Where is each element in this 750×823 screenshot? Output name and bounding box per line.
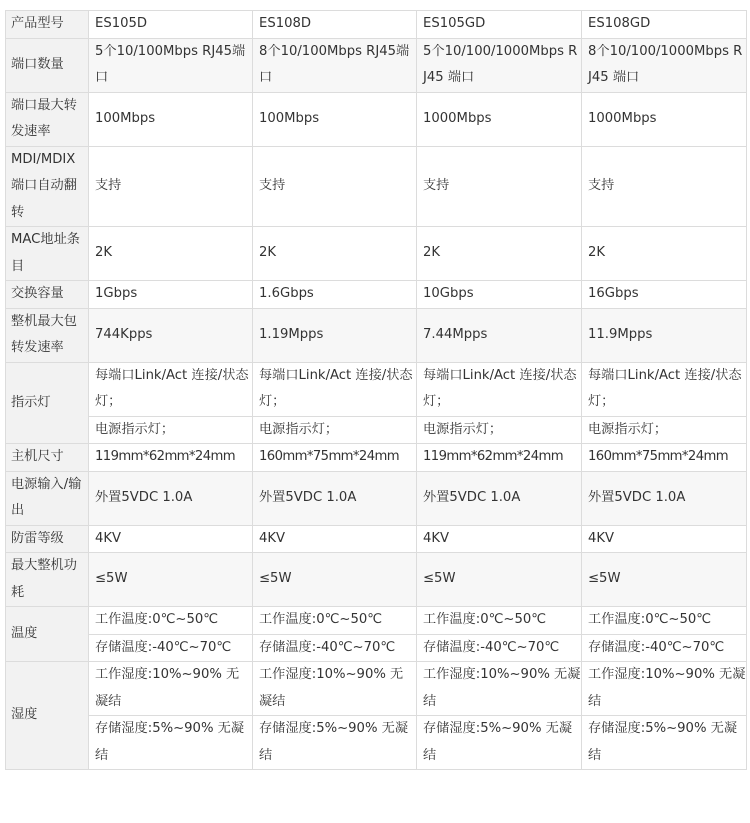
model-es105d: ES105D <box>89 11 253 39</box>
table-cell: 1.6Gbps <box>253 281 417 309</box>
table-cell: 支持 <box>253 146 417 227</box>
table-cell: 工作湿度:10%~90% 无凝结 <box>417 662 582 716</box>
table-cell: 8个10/100/1000Mbps RJ45 端口 <box>582 38 747 92</box>
table-cell: 每端口Link/Act 连接/状态灯； <box>582 362 747 416</box>
table-row <box>6 362 747 416</box>
table-cell: 10Gbps <box>417 281 582 309</box>
table-cell: 支持 <box>89 146 253 227</box>
table-row <box>6 607 747 635</box>
table-cell: 100Mbps <box>89 92 253 146</box>
model-es105gd: ES105GD <box>417 11 582 39</box>
row-label: 指示灯 <box>6 362 89 444</box>
table-row <box>6 716 747 770</box>
table-cell: 16Gbps <box>582 281 747 309</box>
table-row <box>6 553 747 607</box>
table-cell: 存储温度:-40℃~70℃ <box>89 634 253 662</box>
table-row <box>6 281 747 309</box>
table-cell: 11.9Mpps <box>582 308 747 362</box>
table-row <box>6 416 747 444</box>
table-cell: 119mm*62mm*24mm <box>89 444 253 472</box>
table-cell: 2K <box>89 227 253 281</box>
table-cell: 支持 <box>582 146 747 227</box>
table-cell: 1.19Mpps <box>253 308 417 362</box>
table-cell: 2K <box>582 227 747 281</box>
table-cell: 5个10/100/1000Mbps RJ45 端口 <box>417 38 582 92</box>
table-cell: 工作湿度:10%~90% 无凝结 <box>582 662 747 716</box>
table-cell: 每端口Link/Act 连接/状态灯； <box>89 362 253 416</box>
model-es108gd: ES108GD <box>582 11 747 39</box>
row-label: 防雷等级 <box>6 525 89 553</box>
table-row <box>6 525 747 553</box>
table-cell: 工作温度:0℃~50℃ <box>253 607 417 635</box>
row-label: 整机最大包转发速率 <box>6 308 89 362</box>
table-cell: 744Kpps <box>89 308 253 362</box>
table-cell: 电源指示灯； <box>582 416 747 444</box>
table-cell: 160mm*75mm*24mm <box>253 444 417 472</box>
row-label: 交换容量 <box>6 281 89 309</box>
row-label: 最大整机功耗 <box>6 553 89 607</box>
table-cell: 外置5VDC 1.0A <box>89 471 253 525</box>
row-label: MAC地址条目 <box>6 227 89 281</box>
table-cell: 每端口Link/Act 连接/状态灯； <box>417 362 582 416</box>
table-row <box>6 662 747 716</box>
table-cell: ≤5W <box>582 553 747 607</box>
table-cell: 5个10/100Mbps RJ45端口 <box>89 38 253 92</box>
table-cell: 8个10/100Mbps RJ45端口 <box>253 38 417 92</box>
table-cell: 存储湿度:5%~90% 无凝结 <box>582 716 747 770</box>
table-cell: 电源指示灯； <box>253 416 417 444</box>
table-row <box>6 308 747 362</box>
table-row <box>6 38 747 92</box>
row-label: 湿度 <box>6 662 89 770</box>
table-cell: 存储温度:-40℃~70℃ <box>582 634 747 662</box>
table-cell: 1Gbps <box>89 281 253 309</box>
table-cell: 4KV <box>582 525 747 553</box>
table-cell: 外置5VDC 1.0A <box>253 471 417 525</box>
table-cell: 支持 <box>417 146 582 227</box>
header-row <box>6 11 747 39</box>
model-es108d: ES108D <box>253 11 417 39</box>
table-cell: 工作温度:0℃~50℃ <box>417 607 582 635</box>
table-cell: 外置5VDC 1.0A <box>582 471 747 525</box>
table-cell: 每端口Link/Act 连接/状态灯； <box>253 362 417 416</box>
row-label: 主机尺寸 <box>6 444 89 472</box>
table-cell: 4KV <box>417 525 582 553</box>
table-cell: 存储湿度:5%~90% 无凝结 <box>89 716 253 770</box>
table-cell: 工作温度:0℃~50℃ <box>582 607 747 635</box>
table-row <box>6 444 747 472</box>
row-label: MDI/MDIX端口自动翻转 <box>6 146 89 227</box>
table-cell: 100Mbps <box>253 92 417 146</box>
table-row <box>6 92 747 146</box>
table-cell: ≤5W <box>89 553 253 607</box>
table-cell: 1000Mbps <box>582 92 747 146</box>
row-label: 端口最大转发速率 <box>6 92 89 146</box>
table-cell: 4KV <box>89 525 253 553</box>
row-label: 电源输入/输出 <box>6 471 89 525</box>
table-cell: 1000Mbps <box>417 92 582 146</box>
table-cell: 外置5VDC 1.0A <box>417 471 582 525</box>
table-cell: 160mm*75mm*24mm <box>582 444 747 472</box>
table-cell: 存储温度:-40℃~70℃ <box>253 634 417 662</box>
table-cell: 2K <box>417 227 582 281</box>
table-cell: 电源指示灯； <box>89 416 253 444</box>
table-cell: 119mm*62mm*24mm <box>417 444 582 472</box>
spec-table <box>5 10 747 770</box>
table-row <box>6 634 747 662</box>
table-row <box>6 471 747 525</box>
table-cell: 4KV <box>253 525 417 553</box>
row-label: 端口数量 <box>6 38 89 92</box>
table-cell: 7.44Mpps <box>417 308 582 362</box>
table-cell: 存储湿度:5%~90% 无凝结 <box>253 716 417 770</box>
table-cell: 工作湿度:10%~90% 无凝结 <box>89 662 253 716</box>
table-cell: 电源指示灯； <box>417 416 582 444</box>
table-row <box>6 146 747 227</box>
table-cell: ≤5W <box>417 553 582 607</box>
table-cell: 存储温度:-40℃~70℃ <box>417 634 582 662</box>
table-cell: 2K <box>253 227 417 281</box>
table-cell: 工作温度:0℃~50℃ <box>89 607 253 635</box>
table-cell: ≤5W <box>253 553 417 607</box>
table-row <box>6 227 747 281</box>
table-cell: 工作湿度:10%~90% 无凝结 <box>253 662 417 716</box>
table-cell: 存储湿度:5%~90% 无凝结 <box>417 716 582 770</box>
header-label: 产品型号 <box>6 11 89 39</box>
row-label: 温度 <box>6 607 89 662</box>
